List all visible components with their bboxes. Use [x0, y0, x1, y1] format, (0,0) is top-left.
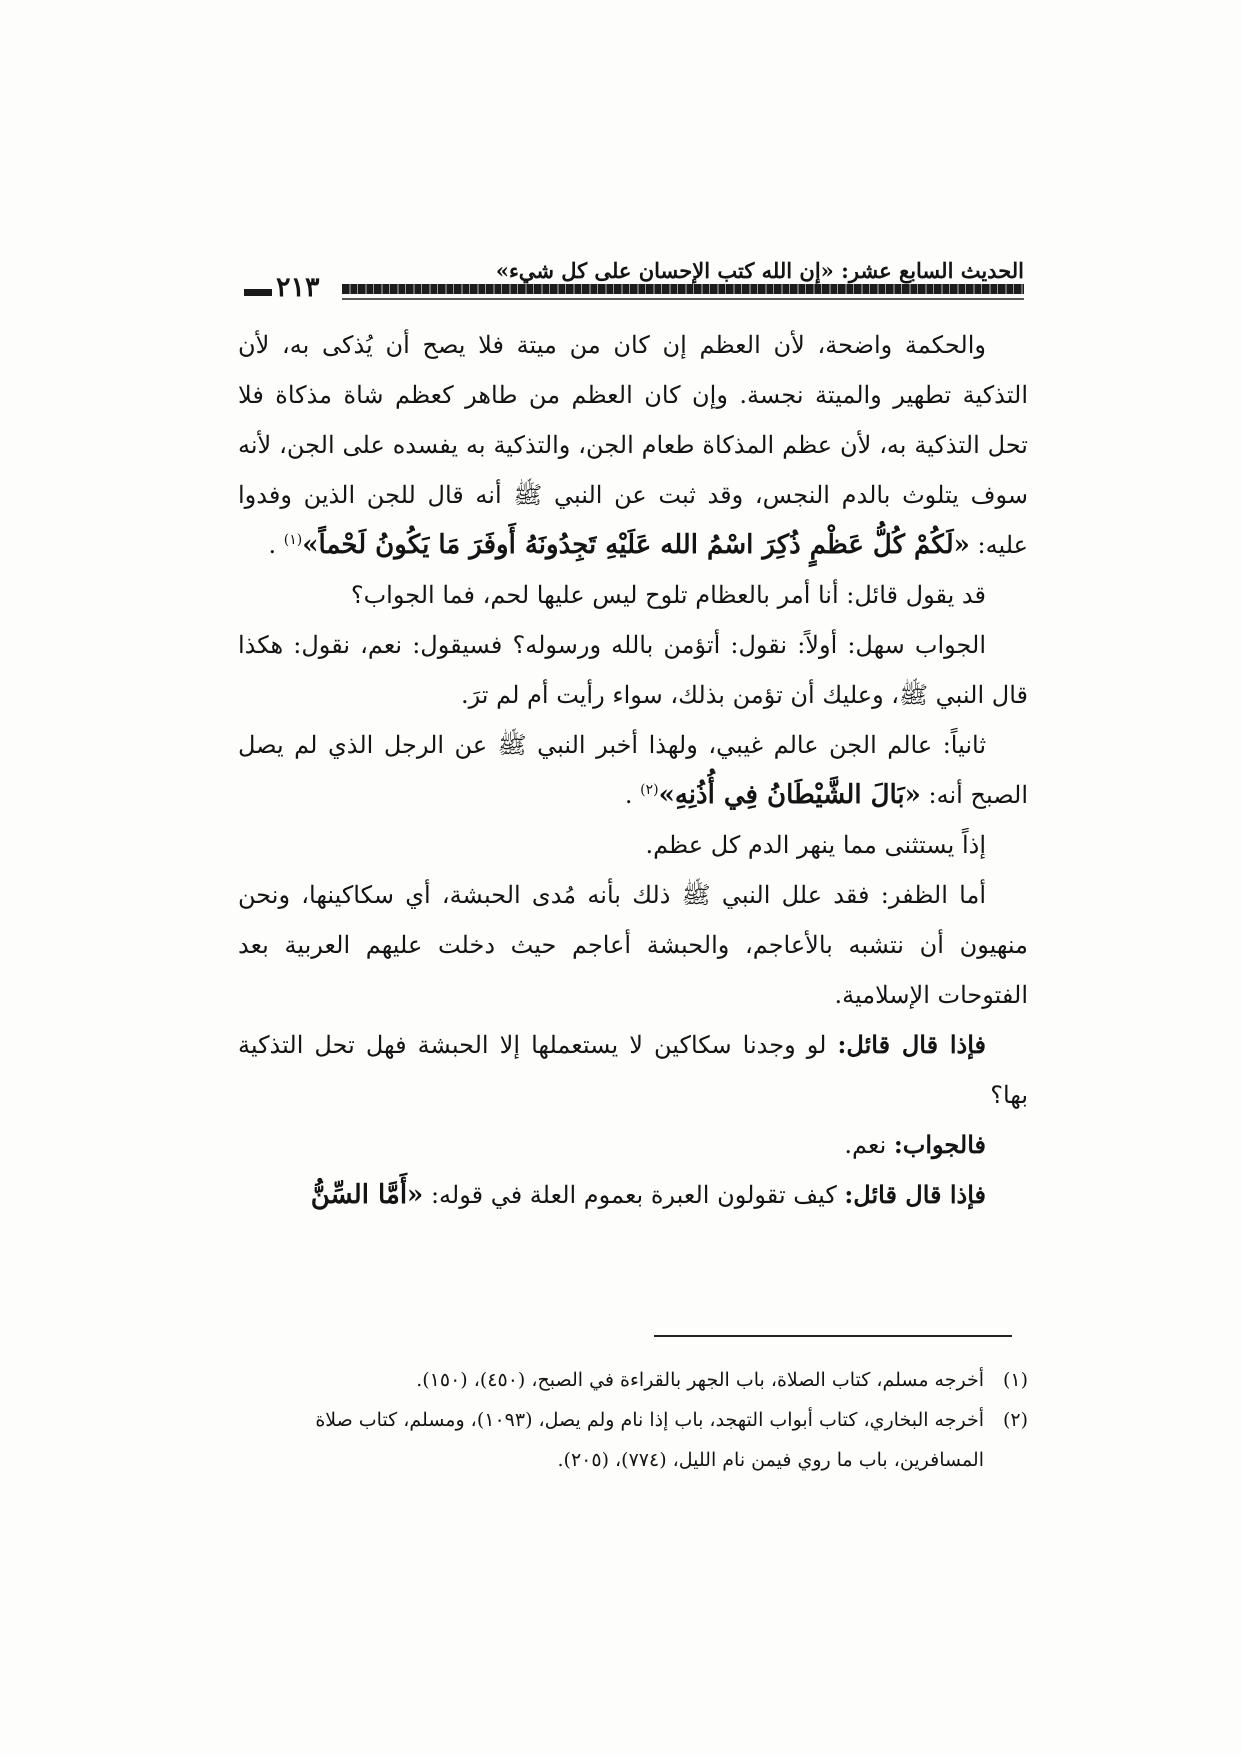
paragraph-text: نعم.	[844, 1131, 887, 1159]
page-number: ٢١٣	[276, 272, 320, 303]
footnote	[238, 1400, 1028, 1480]
page-header	[244, 258, 1024, 308]
paragraph-text: إذاً يستثنى مما ينهر الدم كل عظم.	[645, 831, 986, 859]
hadith-quote: «أَمَّا السِّنُّ	[310, 1180, 424, 1210]
header-rule	[342, 284, 1024, 294]
footnote	[238, 1360, 1028, 1400]
running-title: الحديث السابع عشر: «إن الله كتب الإحسان على كل شيء»	[495, 258, 1024, 283]
paragraph	[238, 820, 1028, 870]
paragraph-tail: .	[624, 781, 633, 809]
footnote-text: أخرجه مسلم، كتاب الصلاة، باب الجهر بالقراءة في الصبح، (٤٥٠)، (١٥٠).	[416, 1369, 984, 1391]
hadith-quote: «لَكُمْ كُلُّ عَظْمٍ ذُكِرَ اسْمُ الله عَلَيْهِ تَجِدُونَهُ أَوفَرَ مَا يَكُونُ لَحْماً»	[302, 530, 970, 560]
paragraph-lead: فالجواب:	[893, 1130, 986, 1159]
paragraph	[238, 1170, 1028, 1220]
main-text	[238, 320, 1028, 1220]
paragraph-text: قد يقول قائل: أنا أمر بالعظام تلوح ليس عليها لحم، فما الجواب؟	[350, 581, 986, 609]
header-rule-thin	[342, 298, 1024, 300]
paragraph	[238, 620, 1028, 720]
footnote-ref: (٢)	[640, 782, 659, 798]
paragraph	[238, 320, 1028, 570]
paragraph	[238, 1120, 1028, 1170]
footnote-text: أخرجه البخاري، كتاب أبواب التهجد، باب إذا نام ولم يصل، (١٠٩٣)، ومسلم، كتاب صلاة المسافرين، باب ما روي فيمن نام الليل، (٧٧٤)، (٢٠٥).	[315, 1409, 984, 1471]
footnotes	[238, 1360, 1028, 1480]
paragraph-text: لو وجدنا سكاكين لا يستعملها إلا الحبشة فهل تحل التذكية بها؟	[238, 1031, 1028, 1109]
paragraph	[238, 1020, 1028, 1120]
paragraph-lead: فإذا قال قائل:	[837, 1030, 986, 1059]
footnote-number: (١)	[1002, 1369, 1028, 1391]
paragraph	[238, 720, 1028, 820]
footnote-number: (٢)	[1002, 1409, 1028, 1431]
footnote-ref: (١)	[283, 532, 303, 548]
paragraph	[238, 570, 1028, 620]
paragraph-lead: فإذا قال قائل:	[844, 1180, 986, 1209]
page-number-bar	[244, 289, 272, 296]
paragraph	[238, 870, 1028, 1020]
paragraph-text: والحكمة واضحة، لأن العظم إن كان من ميتة فلا يصح أن يُذكى به، لأن التذكية تطهير والميتة نجسة. وإن كان العظم من طاهر كعظم شاة مذكاة فلا تحل التذكية به، لأن عظم المذكاة طعام الجن، والتذكية به يفسده على الجن، لأنه سوف يتلوث بالدم النجس، وقد ثبت عن النبي ﷺ أنه قال للجن الذين وفدوا عليه:	[238, 331, 1028, 559]
paragraph-text: الجواب سهل: أولاً: نقول: أتؤمن بالله ورسوله؟ فسيقول: نعم، نقول: هكذا قال النبي ﷺ، وعليك أن تؤمن بذلك، سواء رأيت أم لم ترَ.	[238, 631, 1028, 709]
paragraph-text: كيف تقولون العبرة بعموم العلة في قوله:	[430, 1181, 837, 1209]
paragraph-text: أما الظفر: فقد علل النبي ﷺ ذلك بأنه مُدى الحبشة، أي سكاكينها، ونحن منهيون أن نتشبه بالأعاجم، والحبشة أعاجم حيث دخلت عليهم العربية بعد الفتوحات الإسلامية.	[238, 881, 1028, 1009]
hadith-quote: «بَالَ الشَّيْطَانُ فِي أُذُنِهِ»	[658, 780, 921, 810]
paragraph-text: ثانياً: عالم الجن عالم غيبي، ولهذا أخبر النبي ﷺ عن الرجل الذي لم يصل الصبح أنه:	[238, 731, 1028, 809]
footnote-separator	[654, 1335, 1012, 1337]
paragraph-tail: .	[268, 531, 277, 559]
